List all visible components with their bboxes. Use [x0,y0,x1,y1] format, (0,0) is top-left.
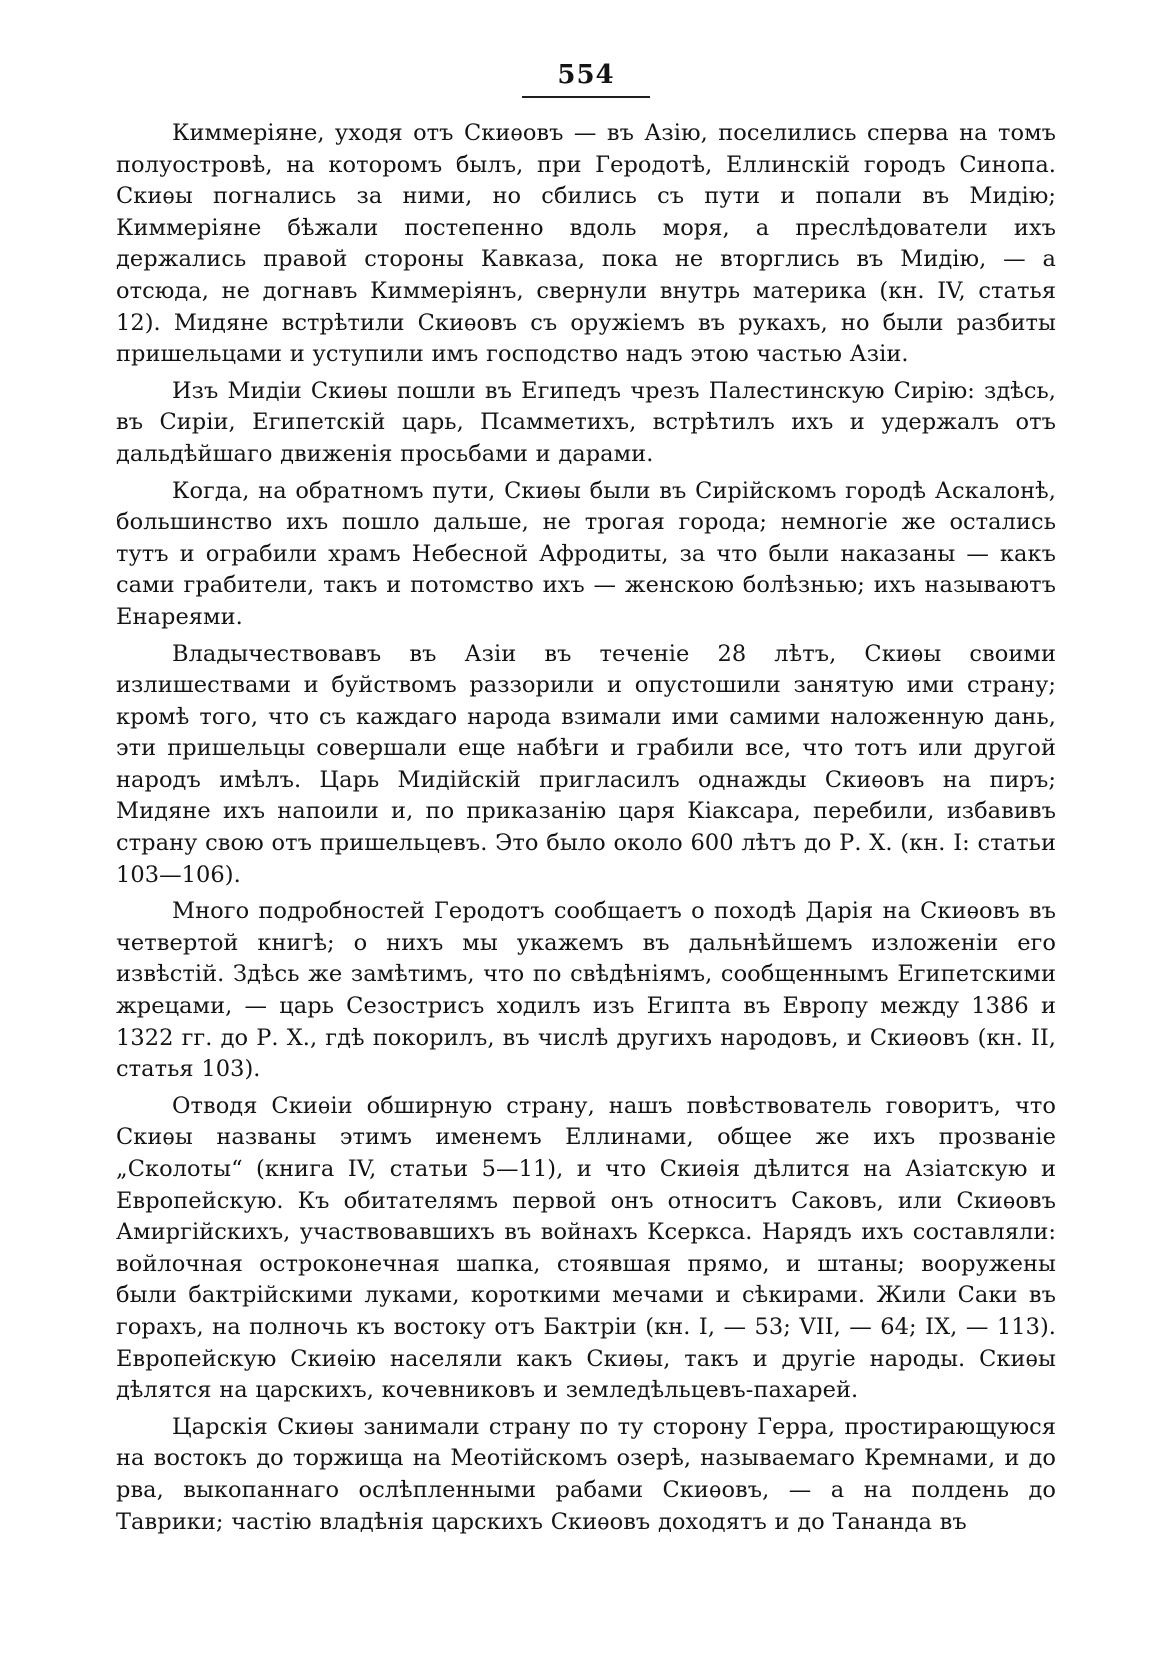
book-page [116,58,1056,1638]
page-number-rule [522,96,650,98]
paragraph-cimmerians: Киммерiяне, уходя отъ Скиѳовъ — въ Азiю, поселились сперва на томъ полуостровѣ, на которомъ былъ, при Геродотѣ, Еллинскiй городъ Синопа. Скиѳы погнались за ними, но сбились съ пути и попали въ Мидiю; Киммерiяне бѣжали постепенно вдоль моря, а преслѣдователи ихъ держались правой стороны Кавказа, пока не вторглись въ Мидiю, — а отсюда, не догнавъ Киммерiянъ, свернули внутрь материка (кн. IV, статья 12). Мидяне встрѣтили Скиѳовъ съ оружiемъ въ рукахъ, но были разбиты пришельцами и уступили имъ господство надъ этою частью Азiи. [116,120,1056,368]
page-number: 554 [557,60,615,90]
paragraph-media-to-egypt: Изъ Мидiи Скиѳы пошли въ Египедъ чрезъ Палестинскую Сирiю: здѣсь, въ Сирiи, Египетскiй царь, Псамметихъ, встрѣтилъ ихъ и удержалъ отъ дальдѣйшаго движенiя просьбами и дарами. [116,377,1056,467]
paragraph-rule-in-asia: Владычествовавъ въ Азiи въ теченiе 28 лѣтъ, Скиѳы своими излишествами и буйствомъ раззорили и опустошили занятую ими страну; кромѣ того, что съ каждаго народа взимали ими самими наложенную дань, эти пришельцы совершали еще набѣги и грабили все, что тотъ или другой народъ имѣлъ. Царь Мидiйскiй пригласилъ однажды Скиѳовъ на пиръ; Мидяне ихъ напоили и, по приказанiю царя Кiаксара, перебили, избавивъ страну свою отъ пришельцевъ. Это было около 600 лѣтъ до Р. Х. (кн. I: статьи 103—106). [116,640,1056,888]
paragraph-darius-campaign: Много подробностей Геродотъ сообщаетъ о походѣ Дарiя на Скиѳовъ въ четвертой книгѣ; о нихъ мы укажемъ въ дальнѣйшемъ изложенiи его извѣстiй. Здѣсь же замѣтимъ, что по свѣдѣнiямъ, сообщеннымъ Египетскими жрецами, — царь Сезострисъ ходилъ изъ Египта въ Европу между 1386 и 1322 гг. до Р. Х., гдѣ покорилъ, въ числѣ другихъ народовъ, и Скиѳовъ (кн. II, статья 103). [116,898,1056,1083]
paragraph-scythia-division: Отводя Скиѳiи обширную страну, нашъ повѣствователь говоритъ, что Скиѳы названы этимъ именемъ Еллинами, общее же ихъ прозванiе „Сколоты“ (книга IV, статьи 5—11), и что Скиѳiя дѣлится на Азiатскую и Европейскую. Къ обитателямъ первой онъ относитъ Саковъ, или Скиѳовъ Амиргiйскихъ, участвовавшихъ въ войнахъ Ксеркса. Нарядъ ихъ составляли: войлочная остроконечная шапка, стоявшая прямо, и штаны; вооружены были бактрiйскими луками, короткими мечами и сѣкирами. Жили Саки въ горахъ, на полночь къ востоку отъ Бактрiи (кн. I, — 53; VII, — 64; IX, — 113). Европейскую Скиѳiю населяли какъ Скиѳы, такъ и другiе народы. Скиѳы дѣлятся на царскихъ, кочевниковъ и земледѣльцевъ-пахарей. [116,1092,1056,1404]
paragraph-ascalon: Когда, на обратномъ пути, Скиѳы были въ Сирiйскомъ городѣ Аскалонѣ, большинство ихъ пошло дальше, не трогая города; немногiе же остались тутъ и ограбили храмъ Небесной Афродиты, за что были наказаны — какъ сами грабители, такъ и потомство ихъ — женскою болѣзнью; ихъ называютъ Енареями. [116,477,1056,630]
paragraph-royal-scythians: Царскiя Скиѳы занимали страну по ту сторону Герра, простирающуюся на востокъ до торжища на Меотiйскомъ озерѣ, называемаго Кремнами, и до рва, выкопаннаго ослѣпленными рабами Скиѳовъ, — а на полдень до Таврики; частiю владѣнiя царскихъ Скиѳовъ доходятъ и до Тананда въ [116,1413,1056,1535]
